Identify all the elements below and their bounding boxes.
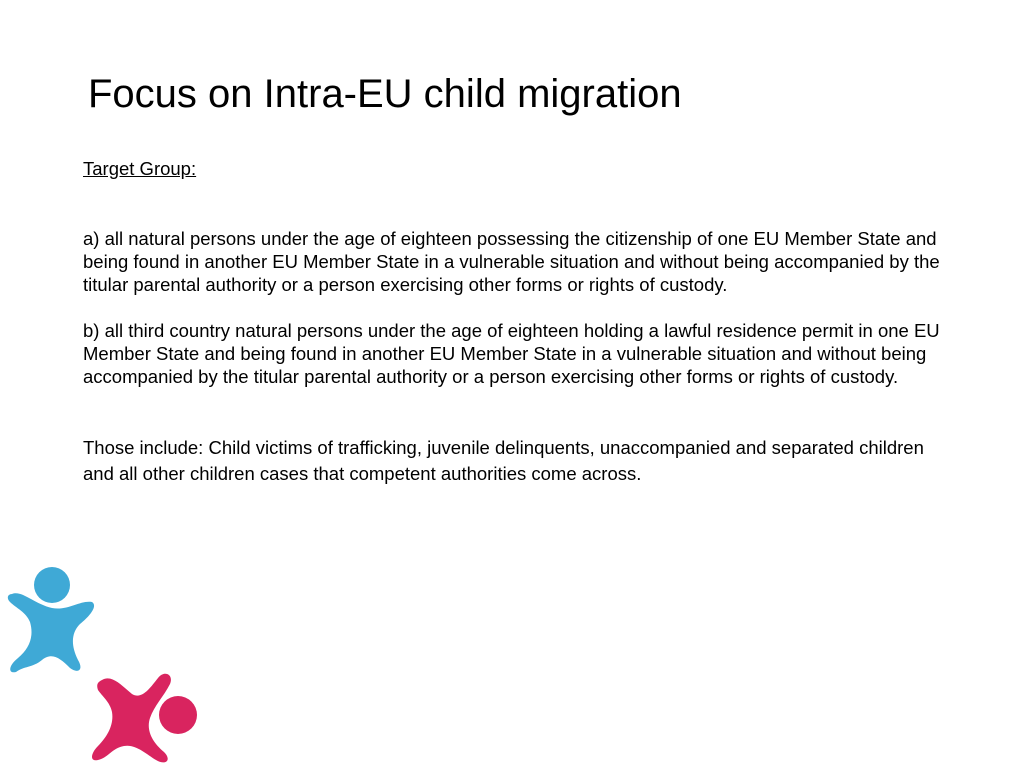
spacer <box>83 296 953 319</box>
pink-child-figure-icon <box>92 674 197 763</box>
spacer <box>83 180 953 227</box>
slide-content <box>83 157 953 487</box>
paragraph-b: b) all third country natural persons under the age of eighteen holding a lawful residence permit in one EU Member State and being found in another EU Member State in a vulnerable situation and without being accompanied by the titular parental authority or a person exercising other forms or rights of custody. <box>83 320 940 387</box>
blue-child-figure-icon <box>8 567 94 672</box>
paragraph-a: a) all natural persons under the age of eighteen possessing the citizenship of one EU Member State and being found in another EU Member State in a vulnerable situation and without being accompanied by the titular parental authority or a person exercising other forms or rights of custody. <box>83 228 940 295</box>
slide-title: Focus on Intra-EU child migration <box>88 72 682 116</box>
spacer <box>83 388 953 435</box>
paragraph-include: Those include: Child victims of trafficking, juvenile delinquents, unaccompanied and separated children and all other children cases that competent authorities come across. <box>83 437 924 484</box>
target-group-label: Target Group: <box>83 158 197 179</box>
logo <box>0 560 210 768</box>
